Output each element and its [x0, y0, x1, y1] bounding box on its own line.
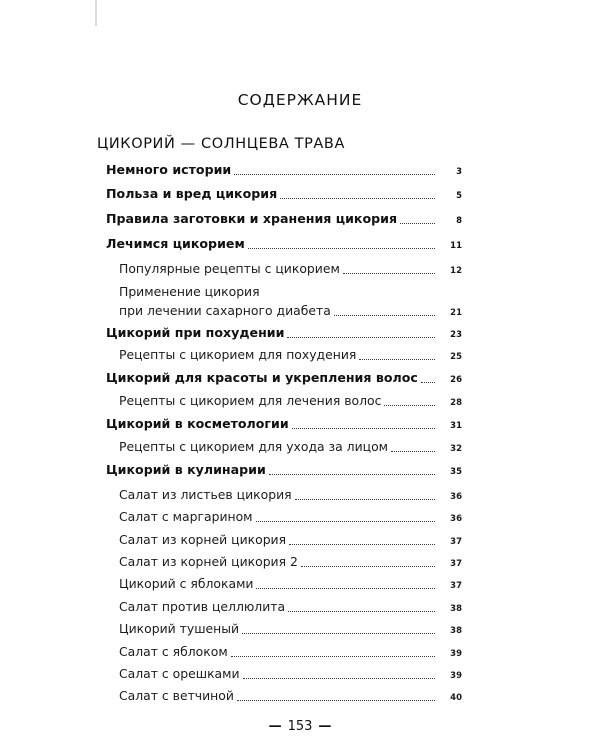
toc-subentry[interactable]	[119, 530, 462, 549]
toc-page-number: 3	[456, 167, 462, 177]
toc-entry-label: Салат против целлюлита	[119, 599, 286, 614]
toc-entry-label: Цикорий для красоты и укрепления волос	[106, 370, 418, 385]
leader-dots	[256, 587, 435, 589]
toc-entry-label: Применение цикория при лечении сахарного диабета	[119, 284, 331, 318]
toc-entry[interactable]	[106, 323, 462, 342]
page-footer	[0, 719, 600, 734]
leader-dots	[421, 381, 435, 383]
toc-entry-label: Цикорий тушеный	[119, 621, 240, 636]
toc-page-number: 36	[450, 492, 462, 502]
leader-dots	[359, 358, 435, 360]
toc-page-number: 28	[450, 398, 462, 408]
leader-dots	[400, 222, 435, 224]
toc-page-number: 35	[450, 467, 462, 477]
toc-entry[interactable]	[106, 184, 462, 203]
toc-page-number: 11	[450, 241, 462, 251]
toc-page-number: 40	[450, 693, 462, 703]
toc-entry-label: Цикорий в косметологии	[106, 416, 289, 431]
toc-subentry[interactable]	[119, 282, 462, 320]
leader-dots	[391, 450, 435, 452]
toc-page-number: 8	[456, 216, 462, 226]
toc-subentry[interactable]	[119, 642, 462, 661]
toc-entry-label: Салат из листьев цикория	[119, 487, 292, 502]
leader-dots	[242, 632, 435, 634]
toc-entry[interactable]	[106, 460, 462, 479]
toc-subentry[interactable]	[119, 345, 462, 364]
toc-subentry[interactable]	[119, 574, 462, 593]
toc-page-number: 38	[450, 626, 462, 636]
leader-dots	[280, 197, 435, 199]
toc-entry[interactable]	[106, 160, 462, 179]
toc-page-number: 37	[450, 537, 462, 547]
toc-page-number: 36	[450, 514, 462, 524]
toc-page-number: 26	[450, 375, 462, 385]
leader-dots	[243, 677, 435, 679]
page-title: СОДЕРЖАНИЕ	[237, 91, 363, 109]
toc-entry-label: Салат с орешками	[119, 666, 240, 681]
toc-subentry[interactable]	[119, 664, 462, 683]
toc-subentry[interactable]	[119, 597, 462, 616]
toc-entry-label: Салат из корней цикория 2	[119, 554, 298, 569]
leader-dots	[292, 427, 435, 429]
toc-entry-label: Цикорий с яблоками	[119, 576, 254, 591]
toc-subentry[interactable]	[119, 485, 462, 504]
toc-entry-label: Цикорий при похудении	[106, 325, 285, 340]
toc-page-number: 23	[450, 330, 462, 340]
toc-entry[interactable]	[106, 209, 462, 228]
section-title: ЦИКОРИЙ — СОЛНЦЕВА ТРАВА	[97, 136, 345, 152]
toc-entry-label: Популярные рецепты с цикорием	[119, 261, 340, 276]
toc-subentry[interactable]	[119, 391, 462, 410]
leader-dots	[269, 473, 435, 475]
leader-dots	[343, 272, 435, 274]
footer-dash-right: —	[318, 719, 332, 734]
leader-dots	[287, 336, 435, 338]
toc-entry-label: Салат с яблоком	[119, 644, 228, 659]
toc-entry[interactable]	[106, 414, 462, 433]
leader-dots	[289, 543, 435, 545]
toc-entry-label: Рецепты с цикорием для ухода за лицом	[119, 439, 389, 454]
toc-entry-label: Салат с ветчиной	[119, 688, 234, 703]
toc-page-number: 21	[450, 308, 462, 318]
leader-dots	[234, 173, 435, 175]
toc-entry-label: Салат с маргарином	[119, 509, 253, 524]
toc-page-number: 39	[450, 671, 462, 681]
toc-subentry[interactable]	[119, 259, 462, 278]
toc-entry[interactable]	[106, 234, 462, 253]
toc-entry-label: Немного истории	[106, 162, 232, 177]
leader-dots	[248, 247, 435, 249]
leader-dots	[384, 404, 435, 406]
leader-dots	[288, 610, 435, 612]
toc-subentry[interactable]	[119, 437, 462, 456]
toc-entry-label: Цикорий в кулинарии	[106, 462, 266, 477]
leader-dots	[237, 699, 435, 701]
toc-entry-label: Польза и вред цикория	[106, 186, 278, 201]
leader-dots	[334, 314, 435, 316]
toc-page-number: 39	[450, 649, 462, 659]
toc-entry-label: Лечимся цикорием	[106, 236, 245, 251]
leader-dots	[231, 655, 435, 657]
toc-page-number: 32	[450, 444, 462, 454]
toc-page-number: 25	[450, 352, 462, 362]
toc-subentry[interactable]	[119, 552, 462, 571]
toc-page-number: 12	[450, 266, 462, 276]
toc-subentry[interactable]	[119, 507, 462, 526]
toc-entry-label: Правила заготовки и хранения цикория	[106, 211, 398, 226]
toc-page-number: 37	[450, 581, 462, 591]
toc-entry-label: Салат из корней цикория	[119, 532, 287, 547]
toc-page-number: 38	[450, 604, 462, 614]
toc-page-number: 5	[456, 191, 462, 201]
leader-dots	[301, 565, 435, 567]
leader-dots	[256, 520, 435, 522]
toc-page-number: 31	[450, 421, 462, 431]
toc-subentry[interactable]	[119, 686, 462, 705]
toc-subentry[interactable]	[119, 619, 462, 638]
toc-entry[interactable]	[106, 368, 462, 387]
footer-dash-left: —	[268, 719, 282, 734]
toc-entry-label: Рецепты с цикорием для похудения	[119, 347, 357, 362]
toc-page-number: 37	[450, 559, 462, 569]
leader-dots	[295, 498, 435, 500]
toc-entry-label: Рецепты с цикорием для лечения волос	[119, 393, 382, 408]
page-number: 153	[287, 719, 313, 734]
